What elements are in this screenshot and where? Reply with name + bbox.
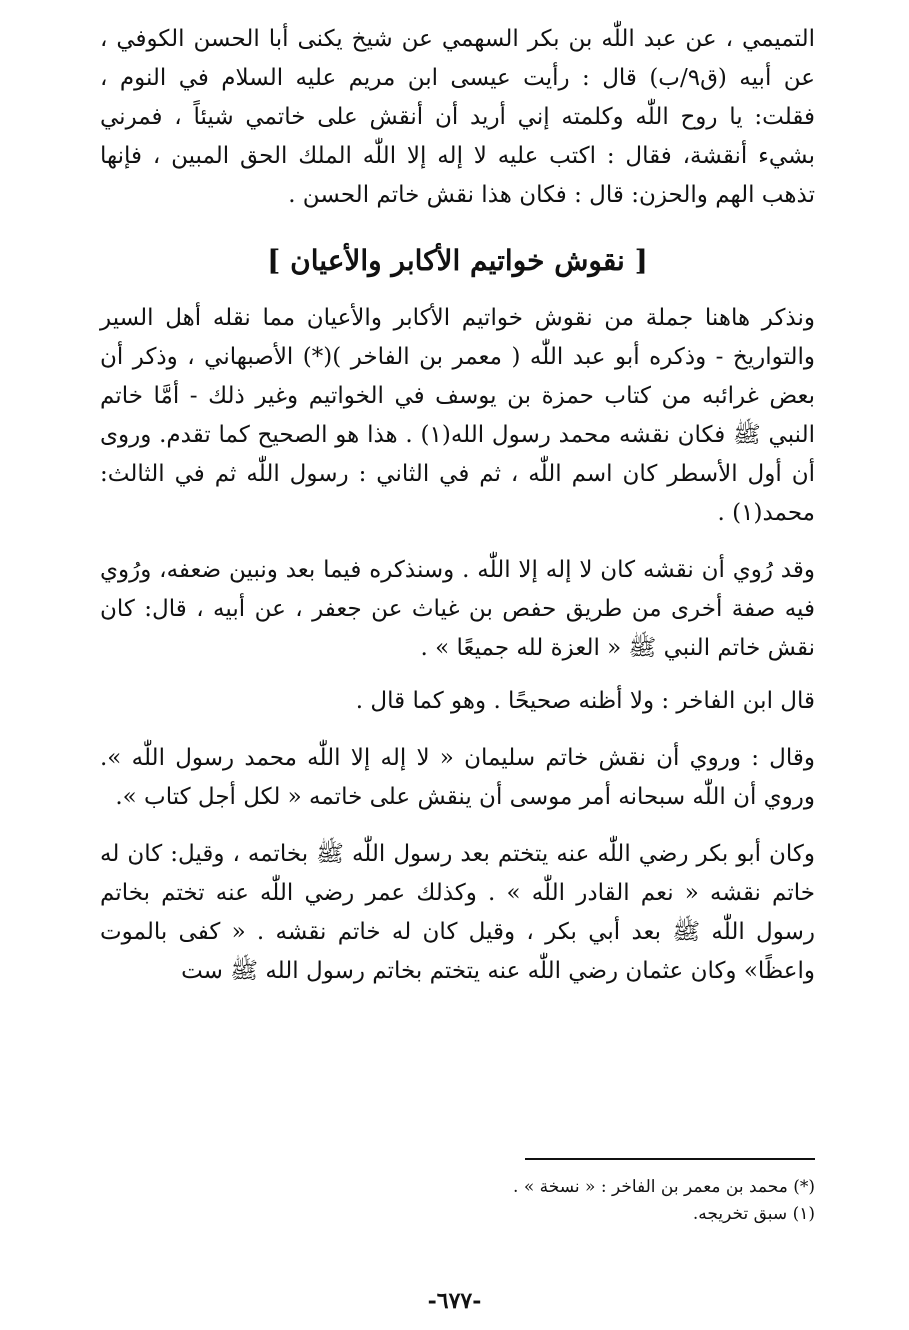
intro-paragraph: التميمي ، عن عبد اللّٰه بن بكر السهمي عن شيخ يكنى أبا الحسن الكوفي ، عن أبيه (ق٩/ب) قال : رأيت عيسى ابن مريم عليه السلام في النوم ، فقلت: يا روح اللّٰه وكلمته إني أريد أن أنقش على خاتمي شيئاً ، فمرني بشيء أنقشة، فقال : اكتب عليه لا إله إلا اللّٰه الملك الحق المبين ، فإنها تذهب الهم والحزن: قال : فكان هذا نقش خاتم الحسن . <box>100 26 815 208</box>
body-paragraph-5: وكان أبو بكر رضي اللّٰه عنه يتختم بعد رسول اللّٰه ﷺ بخاتمه ، وقيل: كان له خاتم نقشه « نعم القادر اللّٰه » . وكذلك عمر رضي اللّٰه عنه تختم بخاتم رسول اللّٰه ﷺ بعد أبي بكر ، وقيل كان له خاتم نقشه . « كفى بالموت واعظًا» وكان عثمان رضي اللّٰه عنه يتختم بخاتم رسول الله ﷺ ست <box>100 841 815 984</box>
body-paragraph-1: ونذكر هاهنا جملة من نقوش خواتيم الأكابر والأعيان مما نقله أهل السير والتواريخ - وذكره أبو عبد اللّٰه ( معمر بن الفاخر )(*) الأصبهاني ، وذكر أن بعض غرائبه من كتاب حمزة بن يوسف في الخواتيم وغير ذلك - أمَّا خاتم النبي ﷺ فكان نقشه محمد رسول الله(١) . هذا هو الصحيح كما تقدم. وروى أن أول الأسطر كان اسم اللّٰه ، ثم في الثاني : رسول اللّٰه ثم في الثالث: محمد(١) . <box>100 305 815 526</box>
footnote-divider <box>525 1158 815 1160</box>
section-heading: [ نقوش خواتيم الأكابر والأعيان ] <box>267 244 648 277</box>
body-paragraph-4: وقال : وروي أن نقش خاتم سليمان « لا إله إلا اللّٰه محمد رسول اللّٰه ». وروي أن اللّٰه سبحانه أمر موسى أن ينقش على خاتمه « لكل أجل كتاب ». <box>100 745 815 810</box>
body-paragraph-2: وقد رُوي أن نقشه كان لا إله إلا اللّٰه . وسنذكره فيما بعد ونبين ضعفه، ورُوي فيه صفة أخرى من طريق حفص بن غياث عن جعفر ، عن أبيه ، قال: كان نقش خاتم النبي ﷺ « العزة لله جميعًا » . <box>100 557 815 661</box>
page-number: -٦٧٧- <box>427 1288 482 1314</box>
footnote-2: (١) سبق تخريجه. <box>692 1204 815 1224</box>
footnote-1: (*) محمد بن معمر بن الفاخر : « نسخة » . <box>513 1177 815 1197</box>
body-paragraph-3: قال ابن الفاخر : ولا أظنه صحيحًا . وهو كما قال . <box>355 688 815 714</box>
footnotes <box>100 1174 815 1228</box>
